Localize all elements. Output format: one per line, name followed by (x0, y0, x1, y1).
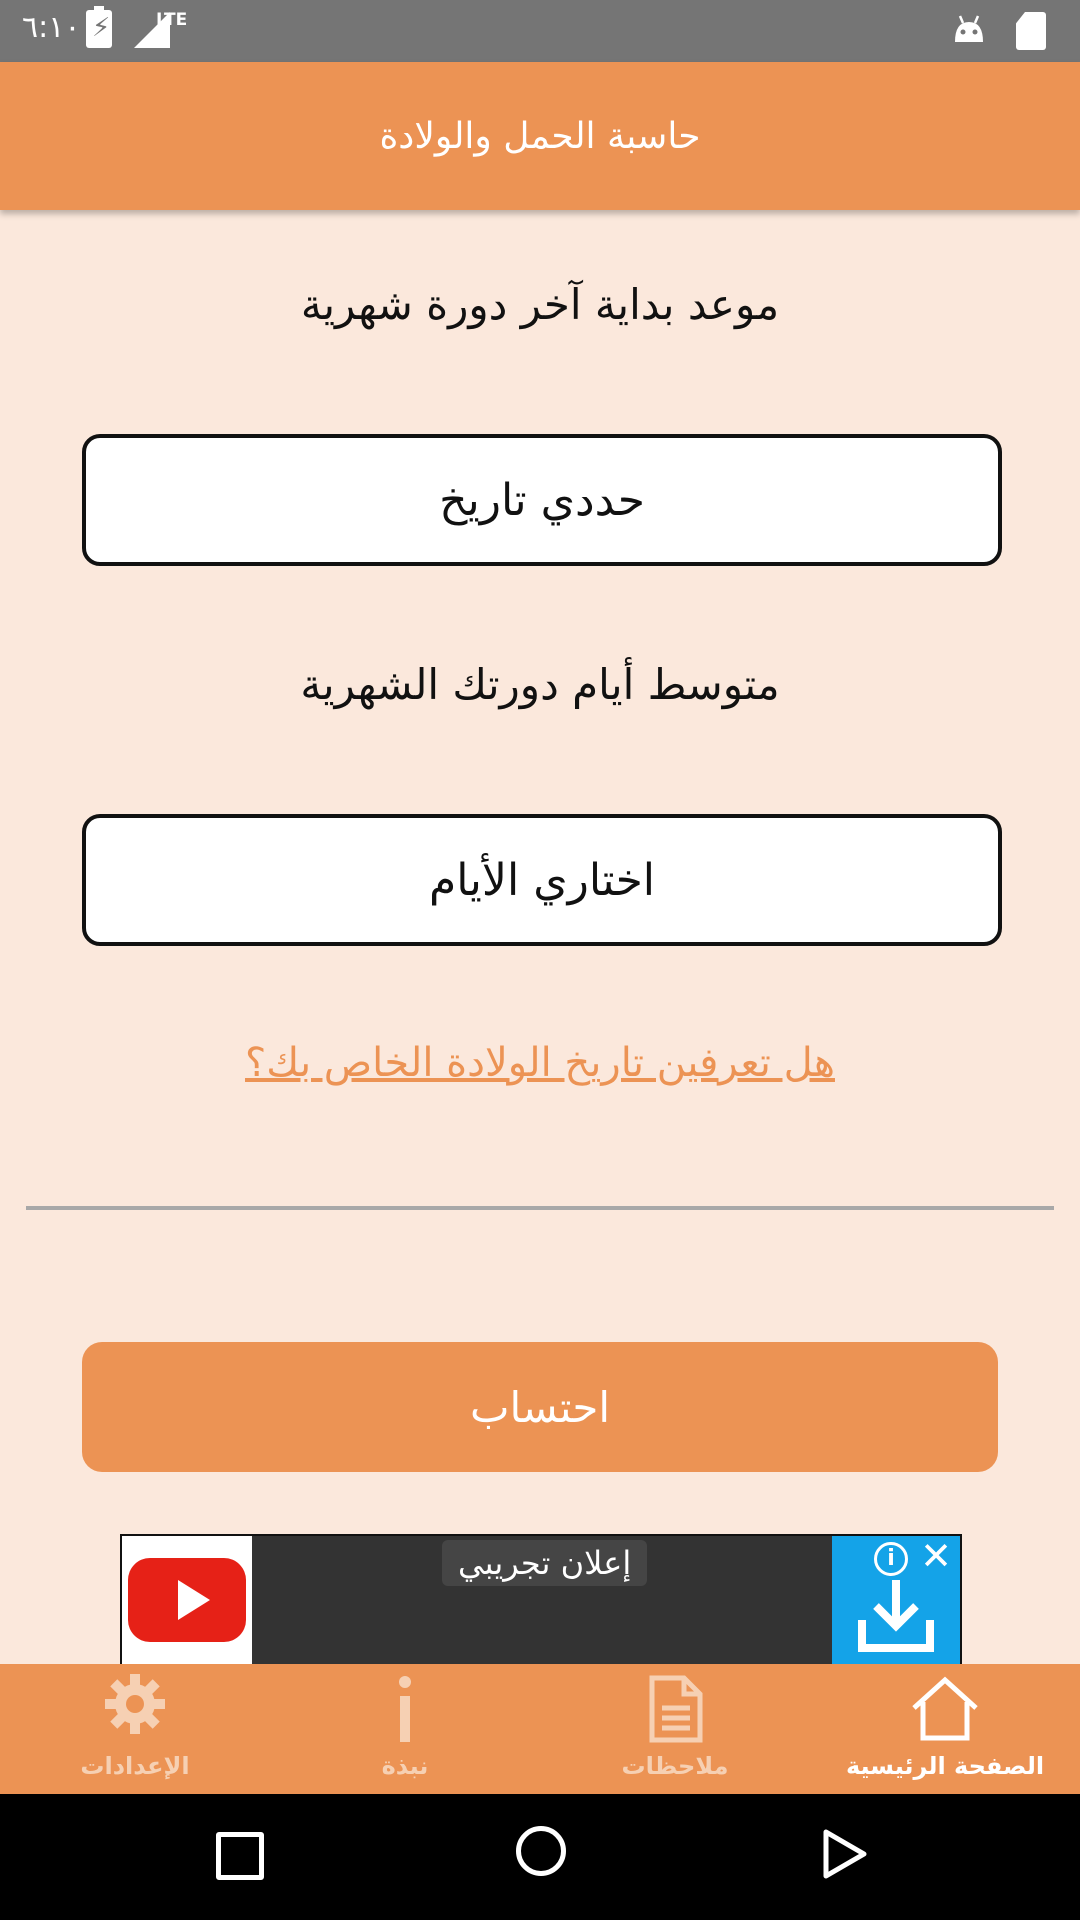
status-bar (0, 0, 1080, 62)
ad-banner[interactable] (120, 1534, 962, 1666)
nav-label-about: نبذة (381, 1752, 429, 1780)
system-nav-bar (0, 1794, 1080, 1920)
ad-close-icon[interactable]: ✕ (920, 1534, 952, 1578)
app-header (0, 62, 1080, 210)
recent-apps-icon[interactable] (216, 1832, 264, 1880)
youtube-logo (122, 1536, 252, 1664)
status-time: ٦:١٠ (22, 10, 81, 45)
notes-icon (640, 1674, 710, 1744)
last-period-label: موعد بداية آخر دورة شهرية (300, 280, 780, 329)
cycle-days-picker-field[interactable]: اختاري الأيام (82, 814, 1002, 946)
play-icon (178, 1580, 210, 1620)
ad-info-icon[interactable]: i (874, 1542, 908, 1576)
nav-label-settings: الإعدادات (80, 1752, 190, 1780)
system-home-icon[interactable] (516, 1826, 566, 1876)
page-title: حاسبة الحمل والولادة (379, 115, 701, 157)
sd-card-icon (1016, 12, 1046, 50)
date-picker-field[interactable]: حددي تاريخ (82, 434, 1002, 566)
back-icon[interactable] (822, 1828, 868, 1880)
youtube-icon (128, 1558, 246, 1642)
divider (26, 1206, 1054, 1210)
android-icon (952, 12, 986, 46)
ad-download-area[interactable] (832, 1536, 960, 1664)
bottom-nav (0, 1664, 1080, 1794)
cycle-length-label: متوسط أيام دورتك الشهرية (300, 660, 780, 709)
info-icon (370, 1674, 440, 1744)
battery-charging-icon: ⚡ (86, 10, 112, 48)
nav-item-notes[interactable] (540, 1664, 810, 1794)
nav-label-notes: ملاحظات (621, 1752, 729, 1780)
home-icon (910, 1674, 980, 1744)
calculate-button[interactable]: احتساب (82, 1342, 998, 1472)
network-type: LTE (156, 10, 188, 30)
nav-item-about[interactable] (270, 1664, 540, 1794)
ad-label: إعلان تجريبي (442, 1540, 647, 1586)
known-due-date-link[interactable]: هل تعرفين تاريخ الولادة الخاص بك؟ (245, 1040, 835, 1086)
download-icon (856, 1576, 936, 1656)
nav-item-home[interactable] (810, 1664, 1080, 1794)
nav-label-home: الصفحة الرئيسية (845, 1752, 1045, 1780)
nav-item-settings[interactable] (0, 1664, 270, 1794)
gear-icon (100, 1674, 170, 1744)
